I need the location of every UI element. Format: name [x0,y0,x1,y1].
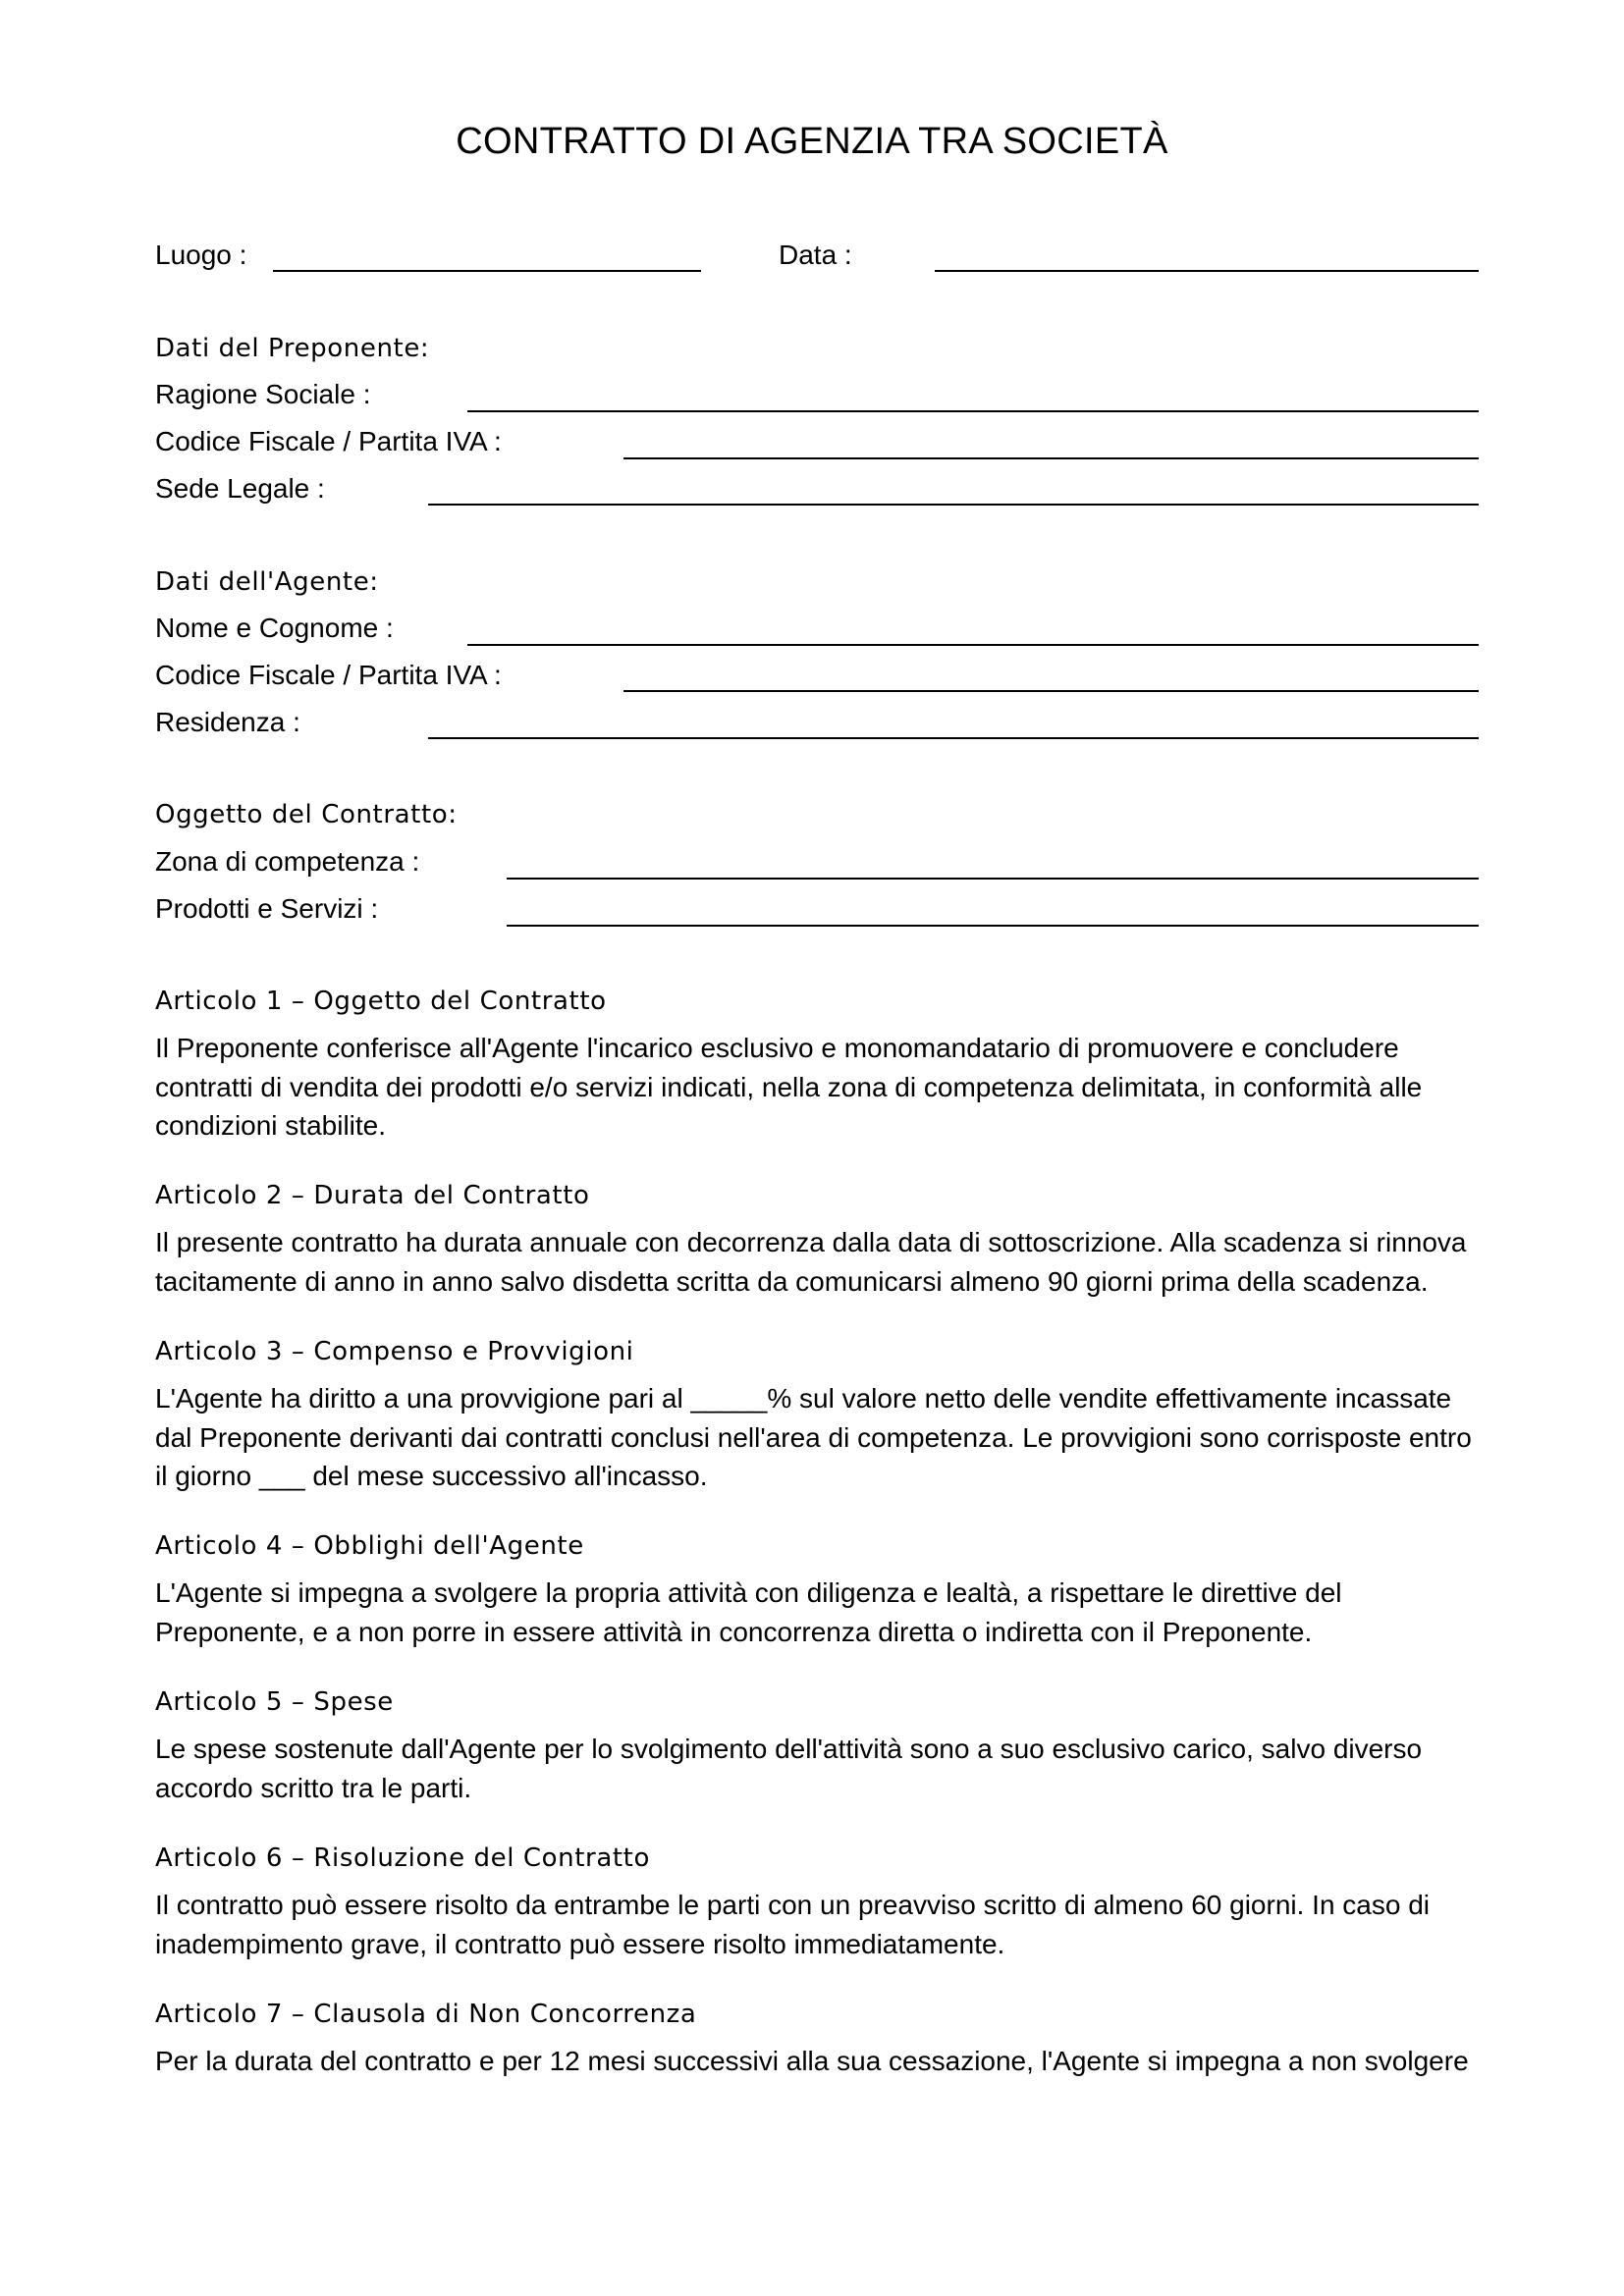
article-7-body: Per la durata del contratto e per 12 mesi successivi alla sua cessazione, l'Agente si impegna a non svolgere [155,2046,1469,2076]
agent-full-name-label: Nome e Cognome : [155,613,394,643]
principal-tax-code-label: Codice Fiscale / Partita IVA : [155,426,502,456]
principal-heading: Dati del Preponente: [155,334,430,363]
registered-office-label: Sede Legale : [155,473,325,504]
article-2-title: Articolo 2 – Durata del Contratto [155,1181,590,1210]
article-7-title: Articolo 7 – Clausola di Non Concorrenza [155,2000,697,2029]
agent-tax-code-label: Codice Fiscale / Partita IVA : [155,660,502,690]
agent-full-name-field-line[interactable] [467,644,1479,646]
company-name-label: Ragione Sociale : [155,379,371,409]
article-1-body: Il Preponente conferisce all'Agente l'incarico esclusivo e monomandatario di promuovere e concludere contratti di vendita dei prodotti e/o servizi indicati, nella zona di competenza delimitata, in conformità alle condizioni stabilite. [155,1033,1423,1141]
date-field-line[interactable] [935,270,1479,272]
principal-tax-code-field-line[interactable] [623,457,1479,459]
products-field-line[interactable] [507,925,1479,927]
article-6-title: Articolo 6 – Risoluzione del Contratto [155,1843,650,1873]
subject-heading: Oggetto del Contratto: [155,800,458,829]
article-2-body: Il presente contratto ha durata annuale con decorrenza dalla data di sottoscrizione. Alla scadenza si rinnova tacitamente di anno in anno salvo disdetta scritta da comunicarsi almeno 90 giorni prima della scadenza. [155,1227,1467,1297]
agent-heading: Dati dell'Agente: [155,567,379,597]
article-4-body: L'Agente si impegna a svolgere la propria attività con diligenza e lealtà, a rispettare le direttive del Preponente, e a non porre in essere attività in concorrenza diretta o indiretta con il Preponente. [155,1577,1342,1647]
article-3-title: Articolo 3 – Compenso e Provvigioni [155,1337,634,1366]
article-5-title: Articolo 5 – Spese [155,1687,394,1717]
registered-office-field-line[interactable] [428,504,1479,506]
document-title: CONTRATTO DI AGENZIA TRA SOCIETÀ [456,121,1168,162]
products-label: Prodotti e Servizi : [155,893,379,924]
territory-field-line[interactable] [507,878,1479,880]
date-label: Data : [779,240,852,270]
place-field-line[interactable] [273,270,701,272]
place-label: Luogo : [155,240,247,270]
article-6-body: Il contratto può essere risolto da entrambe le parti con un preavviso scritto di almeno 60 giorni. In caso di inadempimento grave, il contratto può essere risolto immediatamente. [155,1890,1431,1959]
article-1-title: Articolo 1 – Oggetto del Contratto [155,987,607,1016]
residence-field-line[interactable] [428,737,1479,739]
article-3-body: L'Agente ha diritto a una provvigione pari al _____% sul valore netto delle vendite effettivamente incassate dal Preponente derivanti dai contratti conclusi nell'area di competenza. Le provvigioni sono corrisposte entro il giorno ___ del mese successivo all'incasso. [155,1383,1472,1491]
agent-tax-code-field-line[interactable] [623,690,1479,692]
territory-label: Zona di competenza : [155,846,420,877]
company-name-field-line[interactable] [467,410,1479,412]
article-4-title: Articolo 4 – Obblighi dell'Agente [155,1531,584,1561]
residence-label: Residenza : [155,707,300,737]
article-5-body: Le spese sostenute dall'Agente per lo svolgimento dell'attività sono a suo esclusivo carico, salvo diverso accordo scritto tra le parti. [155,1734,1423,1803]
